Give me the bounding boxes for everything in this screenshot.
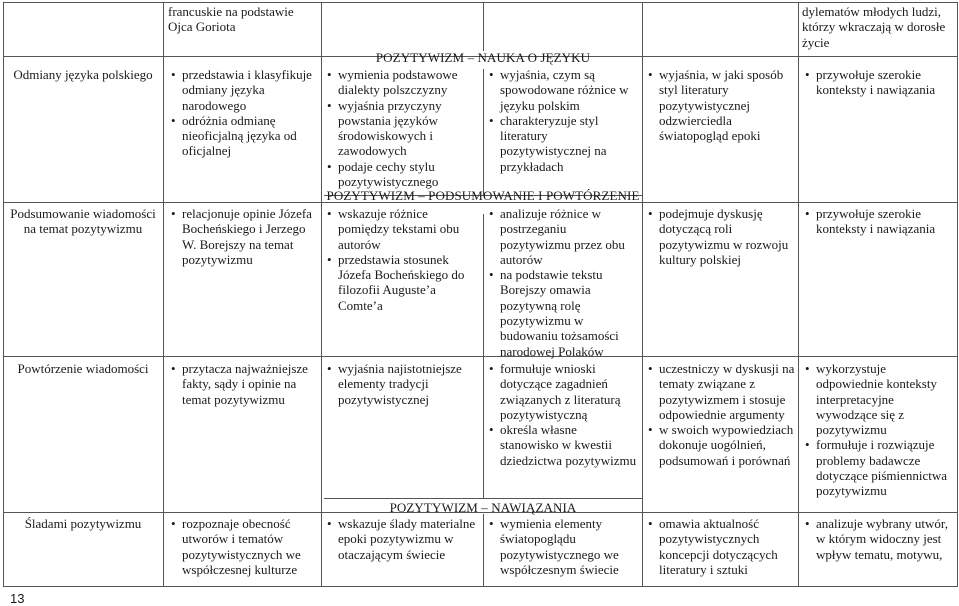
list-item: • omawia aktualność pozytywistycznych koncepcji dotyczących literatury i sztuki xyxy=(645,516,795,577)
list-item: • odróżnia odmianę nieoficjalną języka od oficjalnej xyxy=(168,113,318,159)
cell-text: dylematów młodych ludzi, którzy wkraczają w dorosłe życie xyxy=(802,4,946,50)
row2-col5 xyxy=(802,206,954,237)
list-item: • podejmuje dyskusję dotyczącą roli pozytywizmu w rozwoju kultury polskiej xyxy=(645,206,795,267)
table-rule xyxy=(3,2,958,3)
curriculum-table xyxy=(3,2,958,586)
row2-col2 xyxy=(324,206,481,313)
list-item: • w swoich wypowiedziach dokonuje uogólnień, podsumowań i porównań xyxy=(645,422,795,468)
row2-topic xyxy=(6,206,160,237)
table-rule xyxy=(957,2,958,587)
table-rule xyxy=(3,356,958,357)
row4-col4 xyxy=(645,516,795,577)
table-rule xyxy=(483,69,484,195)
row4-topic xyxy=(6,516,160,531)
row2-col3 xyxy=(486,206,638,359)
list-item: • przedstawia i klasyfikuje odmiany języka narodowego xyxy=(168,67,318,113)
topic-label: Śladami pozytywizmu xyxy=(24,516,142,531)
row0-col6 xyxy=(802,4,954,50)
topic-label: Powtórzenie wiadomości xyxy=(17,361,149,376)
list-item: • rozpoznaje obecność utworów i tematów pozytywistycznych we współczesnej kulturze xyxy=(168,516,318,577)
page-number: 13 xyxy=(10,591,25,606)
list-item: • wymienia podstawowe dialekty polszczyzny xyxy=(324,67,481,98)
row1-topic xyxy=(6,67,160,82)
table-rule xyxy=(3,586,958,587)
list-item: • charakteryzuje styl literatury pozytywistycznej na przykładach xyxy=(486,113,638,174)
list-item: • wyjaśnia najistotniejsze elementy tradycji pozytywistycznej xyxy=(324,361,481,407)
row3-col1 xyxy=(168,361,318,407)
list-item: • formułuje i rozwiązuje problemy badawcze dotyczące piśmiennictwa pozytywizmu xyxy=(802,437,954,498)
table-rule xyxy=(798,2,799,587)
table-rule xyxy=(483,214,484,498)
table-rule xyxy=(163,2,164,587)
section-rule xyxy=(324,498,642,499)
row1-col4 xyxy=(645,67,795,143)
row3-col4 xyxy=(645,361,795,468)
table-rule xyxy=(483,514,484,587)
row2-col4 xyxy=(645,206,795,267)
row0-col1 xyxy=(168,4,318,35)
table-rule xyxy=(321,2,322,587)
row4-col3 xyxy=(486,516,638,577)
table-rule xyxy=(3,2,4,587)
list-item: • wymienia elementy światopoglądu pozytywistycznego we współczesnym świecie xyxy=(486,516,638,577)
section-heading: POZYTYWIZM – PODSUMOWANIE I POWTÓRZENIE xyxy=(326,188,640,203)
row4-col2 xyxy=(324,516,481,562)
row3-topic xyxy=(6,361,160,376)
row1-col1 xyxy=(168,67,318,159)
row2-col1 xyxy=(168,206,318,267)
row3-col2 xyxy=(324,361,481,407)
list-item: • podaje cechy stylu pozytywistycznego xyxy=(324,159,481,190)
list-item: • na podstawie tekstu Borejszy omawia pozytywną rolę pozytywizmu w budowaniu tożsamości narodowej Polaków xyxy=(486,267,638,359)
row3-col5 xyxy=(802,361,954,499)
list-item: • analizuje różnice w postrzeganiu pozytywizmu przez obu autorów xyxy=(486,206,638,267)
table-rule xyxy=(642,2,643,587)
topic-label: Podsumowanie wiadomości na temat pozytywizmu xyxy=(10,206,156,237)
section-heading: POZYTYWIZM – NAWIĄZANIA xyxy=(389,500,577,515)
list-item: • wyjaśnia przyczyny powstania języków środowiskowych i zawodowych xyxy=(324,98,481,159)
row4-col5 xyxy=(802,516,954,562)
row4-col1 xyxy=(168,516,318,577)
row1-col2 xyxy=(324,67,481,189)
cell-text: francuskie na podstawie Ojca Goriota xyxy=(168,4,294,35)
list-item: • wskazuje różnice pomiędzy tekstami obu autorów xyxy=(324,206,481,252)
list-item: • przedstawia stosunek Józefa Bocheńskiego do filozofii Auguste’a Comte’a xyxy=(324,252,481,313)
list-item: • wykorzystuje odpowiednie konteksty interpretacyjne wywodzące się z pozytywizmu xyxy=(802,361,954,437)
row1-col5 xyxy=(802,67,954,98)
row1-col3 xyxy=(486,67,638,174)
row3-col3 xyxy=(486,361,638,468)
list-item: • uczestniczy w dyskusji na tematy związane z pozytywizmem i stosuje odpowiednie argumenty xyxy=(645,361,795,422)
topic-label: Odmiany języka polskiego xyxy=(13,67,153,82)
table-rule xyxy=(483,2,484,51)
list-item: • określa własne stanowisko w kwestii dziedzictwa pozytywizmu xyxy=(486,422,638,468)
list-item: • przytacza najważniejsze fakty, sądy i opinie na temat pozytywizmu xyxy=(168,361,318,407)
list-item: • wyjaśnia, w jaki sposób styl literatury pozytywistycznej odzwierciedla światopogląd epoki xyxy=(645,67,795,143)
list-item: • relacjonuje opinie Józefa Bocheńskiego i Jerzego W. Borejszy na temat pozytywizmu xyxy=(168,206,318,267)
list-item: • analizuje wybrany utwór, w którym widoczny jest wpływ tematu, motywu, xyxy=(802,516,954,562)
list-item: • przywołuje szerokie konteksty i nawiązania xyxy=(802,206,954,237)
section-heading: POZYTYWIZM – NAUKA O JĘZYKU xyxy=(375,50,591,65)
list-item: • formułuje wnioski dotyczące zagadnień związanych z literaturą pozytywistyczną xyxy=(486,361,638,422)
list-item: • wyjaśnia, czym są spowodowane różnice w języku polskim xyxy=(486,67,638,113)
list-item: • przywołuje szerokie konteksty i nawiązania xyxy=(802,67,954,98)
list-item: • wskazuje ślady materialne epoki pozytywizmu w otaczającym świecie xyxy=(324,516,481,562)
